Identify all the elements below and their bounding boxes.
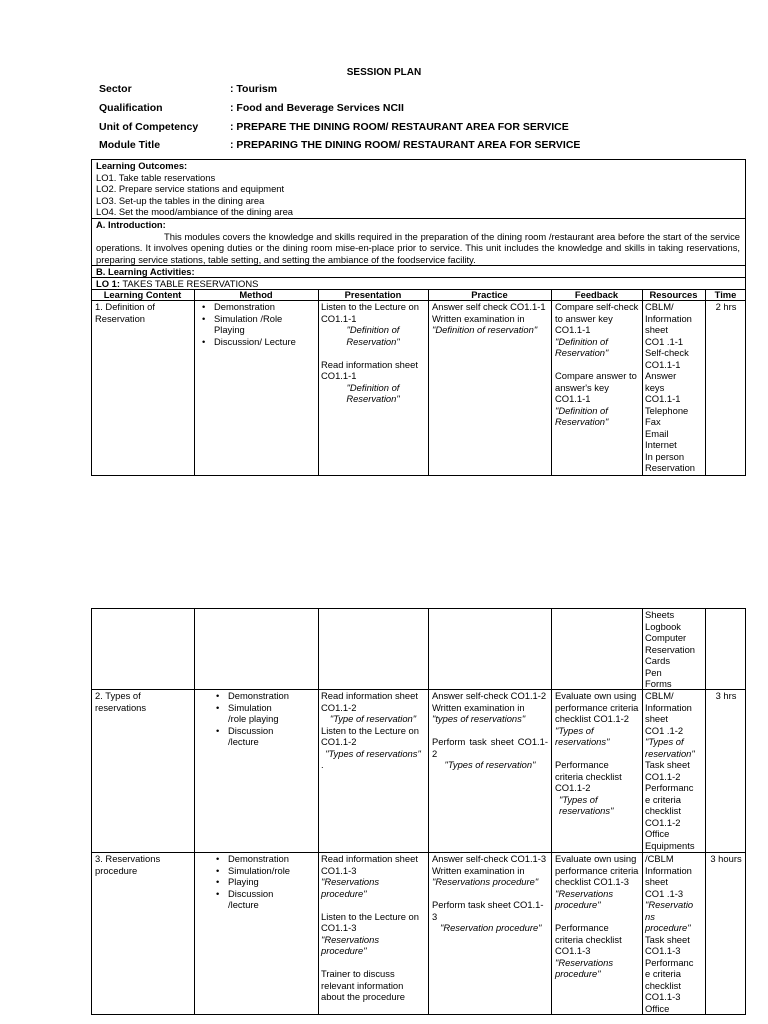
row1-feedback: Compare self-check to answer key CO1.1-1 "Definition of Reservation" Compare answer to answer's key CO1.1-1 "Definition of Reservation" <box>555 301 639 427</box>
method-item: • Demonstration <box>198 301 315 313</box>
row2-practice: Answer self-check CO1.1-2 Written examination in "types of reservations" Perform task sheet CO1.1-2 "Types of reservation" <box>432 690 548 770</box>
introduction-heading: A. Introduction: <box>96 219 166 230</box>
row2-presentation: Read information sheet CO1.1-2 "Type of reservation" Listen to the Lecture on CO1.1-2 "Types of reservations" . <box>321 690 421 770</box>
lo1-title: TAKES TABLE RESERVATIONS <box>119 278 259 289</box>
sector-label: Sector <box>99 83 132 95</box>
learning-outcome-item: LO2. Prepare service stations and equipment <box>96 183 285 194</box>
row2-method: • Demonstration • Simulation /role playing • Discussion /lecture <box>196 690 317 748</box>
row3-practice: Answer self-check CO1.1-3 Written examination in "Reservations procedure" Perform task sheet CO1.1-3 "Reservation procedure" <box>432 853 547 933</box>
row3-presentation: Read information sheet CO1.1-3 "Reservations procedure" Listen to the Lecture on CO1.1-3 "Reservations procedure" Trainer to discuss relevant information about the procedure <box>321 853 419 1002</box>
learning-outcome-item: LO1. Take table reservations <box>96 171 216 183</box>
row3-resources: /CBLM Information sheet CO1 .1-3 "Reservatio ns procedure" Task sheet CO1.1-3 Performanc e criteria checklist CO1.1-3 Office <box>645 853 694 1014</box>
unit-of-competency-value: : PREPARE THE DINING ROOM/ RESTAURANT AREA FOR SERVICE <box>230 121 569 133</box>
method-item: • Discussion <box>212 725 315 737</box>
learning-outcome-item: LO3. Set-up the tables in the dining area <box>96 194 265 206</box>
col-header-feedback: Feedback <box>574 289 619 300</box>
row1-presentation: Listen to the Lecture on CO1.1-1 "Definition of Reservation" Read information sheet CO1.1-1 "Definition of Reservation" <box>321 301 419 404</box>
row1-time: 2 hrs <box>715 301 737 312</box>
learning-outcome-item: LO4. Set the mood/ambiance of the dining area <box>96 206 294 217</box>
introduction-text: This modules covers the knowledge and skills required in the preparation of the dining room /restaurant area before the start of the service operations. It involves opening duties or the dining room mise-en-place prior to service. This unit includes the knowledge and skills in taking reservations, preparing service stations, table setting, and setting the ambiance of the foodservice facility. <box>96 230 740 265</box>
unit-of-competency-label: Unit of Competency <box>99 121 199 133</box>
row3-time: 3 hours <box>710 853 742 864</box>
qualification-label: Qualification <box>99 102 163 114</box>
learning-outcomes <box>96 160 293 218</box>
lo1-label: LO 1: <box>96 278 120 289</box>
row2-resources: CBLM/ Information sheet CO1 .1-2 "Types of reservation" Task sheet CO1.1-2 Performanc e criteria checklist CO1.1-2 Office Equipments <box>645 690 695 851</box>
method-item: • Discussion/ Lecture <box>198 336 315 348</box>
learning-activities-heading: B. Learning Activities: <box>96 266 195 277</box>
row3-method: • Demonstration • Simulation/role • Playing • Discussion /lecture <box>196 853 317 911</box>
row2-time: 3 hrs <box>715 690 737 701</box>
row2-feedback: Evaluate own using performance criteria checklist CO1.1-2 "Types of reservations" Performance criteria checklist CO1.1-2 "Types of reservations" <box>555 690 639 816</box>
method-item: • Demonstration <box>212 853 315 865</box>
method-item: • Simulation /Role Playing <box>198 313 315 336</box>
module-title-label: Module Title <box>99 139 161 151</box>
document-title: SESSION PLAN <box>346 67 422 78</box>
row2-content: 2. Types of reservations <box>95 690 147 713</box>
col-header-practice: Practice <box>471 289 508 300</box>
method-item: • Playing <box>212 876 315 888</box>
col-header-learning-content: Learning Content <box>103 289 182 300</box>
row1-method <box>196 301 317 347</box>
row1-content: 1. Definition of Reservation <box>95 301 155 324</box>
row3-feedback: Evaluate own using performance criteria checklist CO1.1-3 "Reservations procedure" Performance criteria checklist CO1.1-3 "Reservations procedure" <box>555 853 639 979</box>
method-item: • Discussion <box>212 888 315 900</box>
col-header-resources: Resources <box>649 289 698 300</box>
module-title-value: : PREPARING THE DINING ROOM/ RESTAURANT AREA FOR SERVICE <box>230 139 581 151</box>
method-item: • Demonstration <box>212 690 315 702</box>
col-header-time: Time <box>714 289 737 300</box>
learning-outcomes-heading: Learning Outcomes: <box>96 160 188 171</box>
introduction <box>96 219 740 265</box>
qualification-value: : Food and Beverage Services NCII <box>230 102 404 114</box>
col-header-method: Method <box>239 289 273 300</box>
lo1-heading <box>96 278 258 290</box>
row1-practice: Answer self check CO1.1-1 Written examination in "Definition of reservation" <box>432 301 546 335</box>
method-item: • Simulation/role <box>212 865 315 877</box>
row3-content: 3. Reservations procedure <box>95 853 161 876</box>
col-header-presentation: Presentation <box>344 289 402 300</box>
row1-resources-continued: Sheets Logbook Computer Reservation Cards Pen Forms <box>645 609 696 689</box>
method-item: • Simulation <box>212 702 315 714</box>
sector-value: : Tourism <box>230 83 278 95</box>
row1-resources: CBLM/ Information sheet CO1 .1-1 Self-check CO1.1-1 Answer keys CO1.1-1 Telephone Fax Email Internet In person Reservation <box>645 301 696 473</box>
